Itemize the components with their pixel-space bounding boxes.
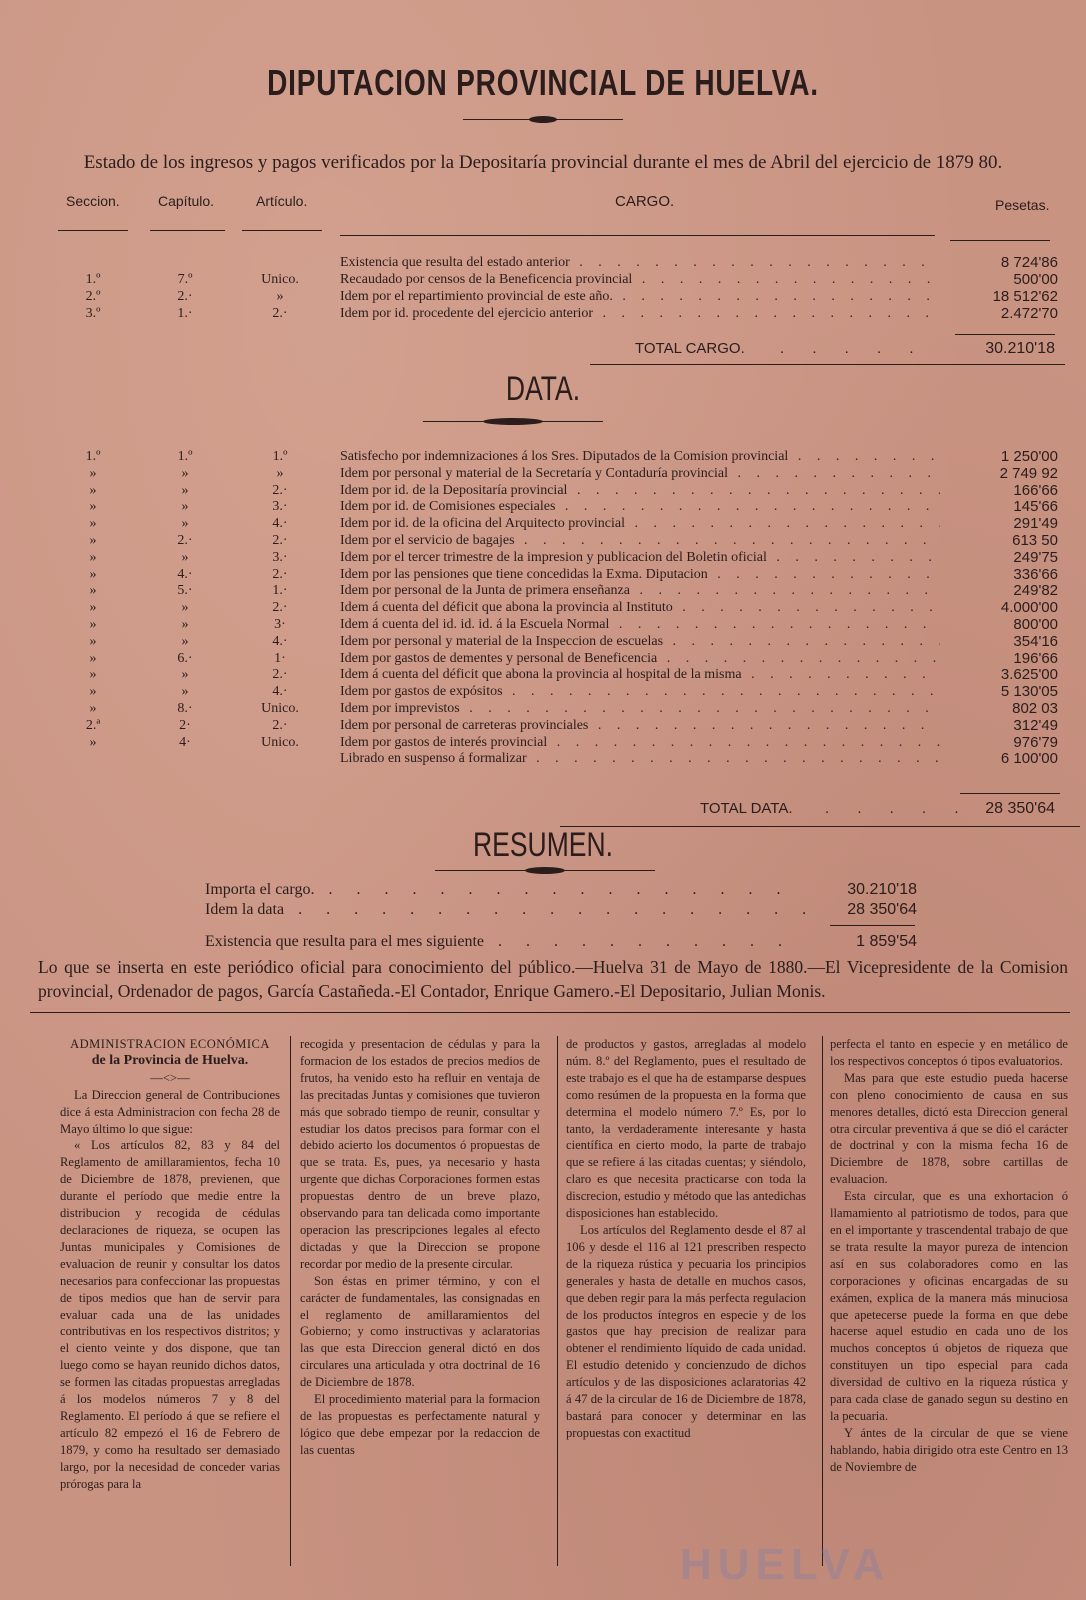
article-paragraph: Esta circular, que es una exhortacion ó llamamiento al patriotismo de todos, para que en el importante y trascendental trabajo de que se trata resulte la mayor pureza de intencion así en sus colaboradores como en las corporaciones y oficinas encargadas de su exámen, explica de la manera más minuciosa que apetecerse puede la forma en que debe hacerse aquel estudio en cada uno de los muchos conceptos ú objetos de riqueza que constituyen un tipo especial para cada diversidad de cultivo en la riqueza rústica y para cada clase de ganado segun su destino en la pecuaria. [830,1189,1068,1423]
concept-cell: Idem por id. de Comisiones especiales . . . [340,498,940,516]
table-row [0,666,1086,684]
amount-cell: 291'49 [1013,515,1058,533]
table-row [0,448,1086,466]
table-row [0,532,1086,550]
seccion-cell: » [89,533,97,548]
amount-cell: 2.472'70 [1000,305,1058,322]
header-rule [150,230,225,231]
resumen-ornament [435,866,655,876]
resumen-data-label: Idem la data . . . [205,900,805,920]
concept-cell: Idem por id. procedente del ejercicio anterior . . . [340,305,940,323]
capitulo-cell: » [181,667,189,683]
amount-cell: 249'82 [1013,582,1058,600]
article-paragraph: Y ántes de la circular de que se viene hablando, habia dirigido otra este Centro en 13 de Noviembre de [830,1425,1068,1474]
concept-cell: Idem por el tercer trimestre de la impresion y publicacion del Boletin oficial . . . [340,549,940,567]
concept-cell: Idem por personal y material de la Inspeccion de escuelas . . . [340,633,940,651]
amount-cell: 249'75 [1013,548,1058,566]
table-row [0,305,1086,323]
capitulo-cell: » [181,499,189,515]
seccion-cell: 3.º [85,306,101,321]
cargo-bottom-rule [590,364,1065,365]
article-paragraph: recogida y presentacion de cédulas y para la formacion de los estados de precios medios de frutos, ha venido esto ha refluir en ventaja de las precitadas Juntas y comisiones que tuvieron más que sobrado tiempo de reunir, consultar y estudiar los datos precisos para formar con el debido acierto los documentos ó propuestas de que se trata. Es, pues, ya necesario y hasta urgente que dichas Corporaciones formen estas propuestas dentro de un breve plazo, observando para tan delicada como importante operacion las prescripciones legales al efecto dictadas y que la Direccion se propone recordar por medio de la presente circular. [300,1037,540,1271]
capitulo-cell: » [181,549,189,565]
resumen-cargo-row [205,880,925,900]
column-divider [557,1036,558,1566]
amount-cell: 1 250'00 [1000,448,1058,465]
total-cargo-rule [955,334,1055,335]
capitulo-cell: » [181,465,189,481]
article-paragraph: La Direccion general de Contribuciones dice á esta Administracion con fecha 28 de Mayo último lo que sigue: [60,1087,280,1136]
concept-cell: Recaudado por censos de la Beneficencia provincial . . . [340,271,940,289]
articulo-cell: 2.· [272,566,288,582]
total-cargo-amount: 30.210'18 [985,340,1055,357]
amount-cell: 2 749 92 [999,464,1058,482]
seccion-cell: » [89,482,97,498]
resumen-existencia-value: 1 859'54 [856,933,917,950]
capitulo-cell: 6.· [177,650,193,666]
concept-cell: Idem por personal y material de la Secretaría y Contaduría provincial . . . [340,465,940,483]
table-row [0,288,1086,306]
article-paragraph: Los artículos del Reglamento desde el 87 al 106 y desde el 116 al 121 prescriben respecto de la riqueza rústica y pecuaria los principios generales y hasta de detalle en muchos casos, que deben regir para la más perfecta regulacion de los productos íntegros en especie y de los gastos que hay precision de realizar para obtener el rendimiento líquido de cada unidad. El estudio detenido y concienzudo de dichos artículos y de las disposiciones aclaratorias 42 á 47 de la circular de 16 de Diciembre de 1878, bastará para conocer y determinar en las propuestas con exactitud [566,1222,806,1440]
concept-cell: Idem por gastos de interés provincial . . . [340,734,940,752]
articulo-cell: 2.· [272,667,288,683]
statement-subtitle: Estado de los ingresos y pagos verificados por la Depositaría provincial durante el mes de Abril del ejercicio de 1879 80. [83,152,1003,173]
capitulo-cell: 5.· [177,583,193,599]
column-divider [290,1036,291,1566]
capitulo-cell: 2.· [177,533,193,548]
concept-cell: Idem á cuenta del déficit que abona la provincia al Instituto . . . [340,599,940,617]
seccion-cell: » [89,684,97,700]
table-row [0,633,1086,651]
page-title: DIPUTACION PROVINCIAL DE HUELVA. [267,62,819,103]
article-column-2 [300,1036,540,1459]
table-row [0,271,1086,289]
resumen-cargo-label: Importa el cargo. . . . [205,880,805,900]
amount-cell: 800'00 [1013,616,1058,633]
capitulo-cell: » [181,633,189,649]
resumen-title: RESUMEN. [473,826,613,864]
resumen-existencia-row [205,932,925,952]
articulo-cell: Unico. [261,272,299,287]
seccion-cell: » [89,566,97,582]
column-divider [822,1036,823,1566]
capitulo-cell: » [181,684,189,700]
table-row [0,650,1086,668]
capitulo-cell: 2· [179,717,191,733]
concept-cell: Idem por gastos de dementes y personal de Beneficencia . . . [340,650,940,668]
amount-cell: 5 130'05 [1000,683,1058,701]
articulo-cell: Unico. [261,701,299,716]
amount-cell: 18 512'62 [992,288,1058,305]
seccion-cell: » [89,617,97,632]
articulo-cell: » [276,289,284,304]
concept-cell: Idem por personal de la Junta de primera enseñanza . . . [340,582,940,600]
header-rule [340,235,935,236]
articulo-cell: 3.· [272,549,288,565]
resumen-rule [830,925,915,926]
articulo-cell: 1.º [272,449,288,464]
concept-cell: Idem por imprevistos . . . [340,700,940,718]
concept-cell: Satisfecho por indemnizaciones á los Sres. Diputados de la Comision provincial . . . [340,448,940,466]
article-column-1 [60,1036,280,1492]
capitulo-cell: 8.· [177,701,193,716]
articulo-cell: 1.· [272,583,288,599]
capitulo-cell: 4.· [177,566,193,582]
capitulo-cell: » [181,516,189,532]
amount-cell: 196'66 [1013,649,1058,667]
articulo-cell: 1· [274,650,286,666]
total-data-label: TOTAL DATA. [700,800,793,817]
amount-cell: 6 100'00 [1000,750,1058,768]
amount-cell: 8 724'86 [1000,254,1058,271]
capitulo-cell: » [181,617,189,632]
table-row [0,734,1086,752]
article-subheading: de la Provincia de Huelva. [91,1052,249,1068]
resumen-data-value: 28 350'64 [847,901,917,918]
capitulo-cell: 7.º [177,272,193,287]
seccion-cell: » [89,465,97,481]
column-header-capitulo: Capítulo. [158,193,215,209]
article-paragraph: Son éstas en primer término, y con el carácter de fundamentales, las consignadas en el reglamento de amillaramientos del Gobierno; y como instructivas y aclaratorias las que esta Direccion general dictó en dos circulares una articulada y otra doctrinal de 16 de Diciembre de 1878. [300,1273,540,1390]
seccion-cell: 2.º [85,289,101,304]
article-paragraph: de productos y gastos, arregladas al modelo núm. 8.º del Reglamento, pues el resultado de este trabajo es el que ha de estamparse despues como resúmen de la propuesta en la forma que determina el modelo número 7.º Es, por lo tanto, la verdaderamente interesante y hasta científica en cierto modo, la parte de trabajo que se refiere á las citadas cuentas; y siéndolo, claro es que necesita practicarse con toda la discrecion, estudio y método que las antedichas disposiciones han establecido. [566,1037,806,1221]
seccion-cell: 1.º [85,449,101,464]
articulo-cell: 2.· [272,600,288,616]
seccion-cell: » [89,583,97,599]
concept-cell: Idem por gastos de expósitos . . . [340,683,940,701]
articulo-cell: Unico. [261,734,299,750]
seccion-cell: » [89,516,97,532]
amount-cell: 976'79 [1013,733,1058,751]
amount-cell: 354'16 [1013,632,1058,650]
amount-cell: 613 50 [1012,532,1058,549]
column-header-articulo: Artículo. [256,193,308,209]
amount-cell: 3.625'00 [1000,666,1058,684]
article-column-3 [566,1036,806,1442]
seccion-cell: 1.º [85,272,101,287]
resumen-existencia-label: Existencia que resulta para el mes siguiente . . . [205,932,805,952]
article-paragraph: perfecta el tanto en especie y en metálico de los respectivos conceptos ó tipos evaluatorios. [830,1037,1068,1068]
table-row [0,515,1086,533]
data-ornament [423,417,603,427]
table-row [0,700,1086,718]
header-rule [242,230,322,231]
concept-cell: Existencia que resulta del estado anterior . . . [340,254,940,272]
article-paragraph: « Los artículos 82, 83 y 84 del Reglamento de amillaramientos, fecha 10 de Diciembre de 1878, previenen, que durante el período que medie entre la distribucion y recogida de cédulas declaraciones de riqueza, se ocupen las Juntas municipales y Comisiones de evaluacion de reunir y consultar los datos necesarios para confeccionar las propuestas de tipos medios que han de servir para evaluar cada una de las unidades contributivas en los respectivos distritos; y el ciento veinte y dos dispone, que tan luego como se hayan reunido dichos datos, se formen las citadas propuestas arregladas á los modelos números 7 y 8 del Reglamento. El período á que se refiere el artículo 82 empezó el 16 de Febrero de 1879, y como ha resultado ser demasiado largo, por la necesidad de conceder varias prórogas para la [60,1138,280,1491]
amount-cell: 312'49 [1013,716,1058,734]
capitulo-cell: 4· [179,734,191,750]
concept-cell: Idem á cuenta del id. id. id. á la Escuela Normal . . . [340,616,940,634]
table-row [0,750,1086,768]
resumen-data-row [205,900,925,920]
capitulo-cell: » [181,482,189,498]
table-row [0,549,1086,567]
table-row [0,717,1086,735]
capitulo-cell: 1.· [177,306,193,321]
concept-cell: Idem por id. de la Depositaría provincial . . . [340,482,940,500]
resumen-cargo-value: 30.210'18 [847,881,917,898]
concept-cell: Idem por el servicio de bagajes . . . [340,532,940,550]
column-header-pesetas: Pesetas. [995,197,1050,213]
seccion-cell: 2.ª [85,717,101,733]
articulo-cell: 2.· [272,306,288,321]
article-heading: ADMINISTRACION ECONÓMICA [70,1037,270,1051]
table-row [0,566,1086,584]
articulo-cell: 2.· [272,717,288,733]
capitulo-cell: » [181,600,189,616]
table-row [0,599,1086,617]
articulo-cell: 2.· [272,482,288,498]
capitulo-cell: 2.· [177,289,193,304]
table-row [0,683,1086,701]
total-data-leader: . . . . . [825,800,971,817]
total-data-rule [960,793,1060,794]
seccion-cell: » [89,633,97,649]
article-paragraph: El procedimiento material para la formacion de las propuestas es perfectamente natural y lógico que debe empezar por la redaccion de las cuentas [300,1392,540,1457]
table-row [0,254,1086,272]
articulo-cell: 4.· [272,633,288,649]
concept-cell: Idem por el repartimiento provincial de este año. . . . [340,288,940,306]
table-row [0,482,1086,500]
concept-cell: Idem por id. de la oficina del Arquitecto provincial . . . [340,515,940,533]
table-row [0,465,1086,483]
header-rule [58,230,128,231]
articulo-cell: » [276,465,284,481]
capitulo-cell: 1.º [177,449,193,464]
seccion-cell: » [89,701,97,716]
data-section-title: DATA. [505,370,581,408]
closing-paragraph: Lo que se inserta en este periódico oficial para conocimiento del público.—Huelva 31 de Mayo de 1880.—El Vicepresidente de la Comision provincial, Ordenador de pagos, García Castañeda.-El Contador, Enrique Gamero.-El Depositario, Julian Monis. [38,957,1068,1001]
concept-cell: Idem por las pensiones que tiene concedidas la Exma. Diputacion . . . [340,566,940,584]
seccion-cell: » [89,650,97,666]
seccion-cell: » [89,499,97,515]
seccion-cell: » [89,734,97,750]
table-row [0,582,1086,600]
seccion-cell: » [89,600,97,616]
closing-rule [30,1012,1070,1013]
concept-cell: Idem á cuenta del déficit que abona la provincia al hospital de la misma . . . [340,666,940,684]
amount-cell: 4.000'00 [1000,599,1058,617]
total-data-amount: 28 350'64 [985,800,1055,817]
articulo-cell: 3· [274,617,286,632]
seccion-cell: » [89,667,97,683]
column-header-cargo: CARGO. [615,193,675,210]
column-header-seccion: Seccion. [66,193,120,209]
huelva-watermark: HUELVA [680,1540,891,1589]
amount-cell: 802 03 [1012,700,1058,717]
articulo-cell: 2.· [272,533,288,548]
seccion-cell: » [89,549,97,565]
concept-cell: Idem por personal de carreteras provinciales . . . [340,717,940,735]
table-row [0,498,1086,516]
article-separator: —<>— [150,1070,190,1085]
header-rule [950,240,1050,241]
concept-cell: Librado en suspenso á formalizar . . . [340,750,940,768]
amount-cell: 145'66 [1013,498,1058,516]
article-column-4 [830,1036,1068,1476]
amount-cell: 336'66 [1013,565,1058,583]
amount-cell: 166'66 [1013,481,1058,499]
articulo-cell: 4.· [272,516,288,532]
total-cargo-label: TOTAL CARGO. [635,340,745,357]
table-row [0,616,1086,634]
articulo-cell: 3.· [272,499,288,515]
title-ornament [463,115,623,125]
article-paragraph: Mas para que este estudio pueda hacerse con pleno conocimiento de causa en sus menores detalles, dictó esta Direccion general otra circular preventiva á que se dió el carácter de doctrinal y con la misma fecha 16 de Diciembre de 1878, sobre cartillas de evaluacion. [830,1070,1068,1187]
total-cargo-leader: . . . . . [780,340,926,357]
articulo-cell: 4.· [272,684,288,700]
amount-cell: 500'00 [1013,271,1058,288]
